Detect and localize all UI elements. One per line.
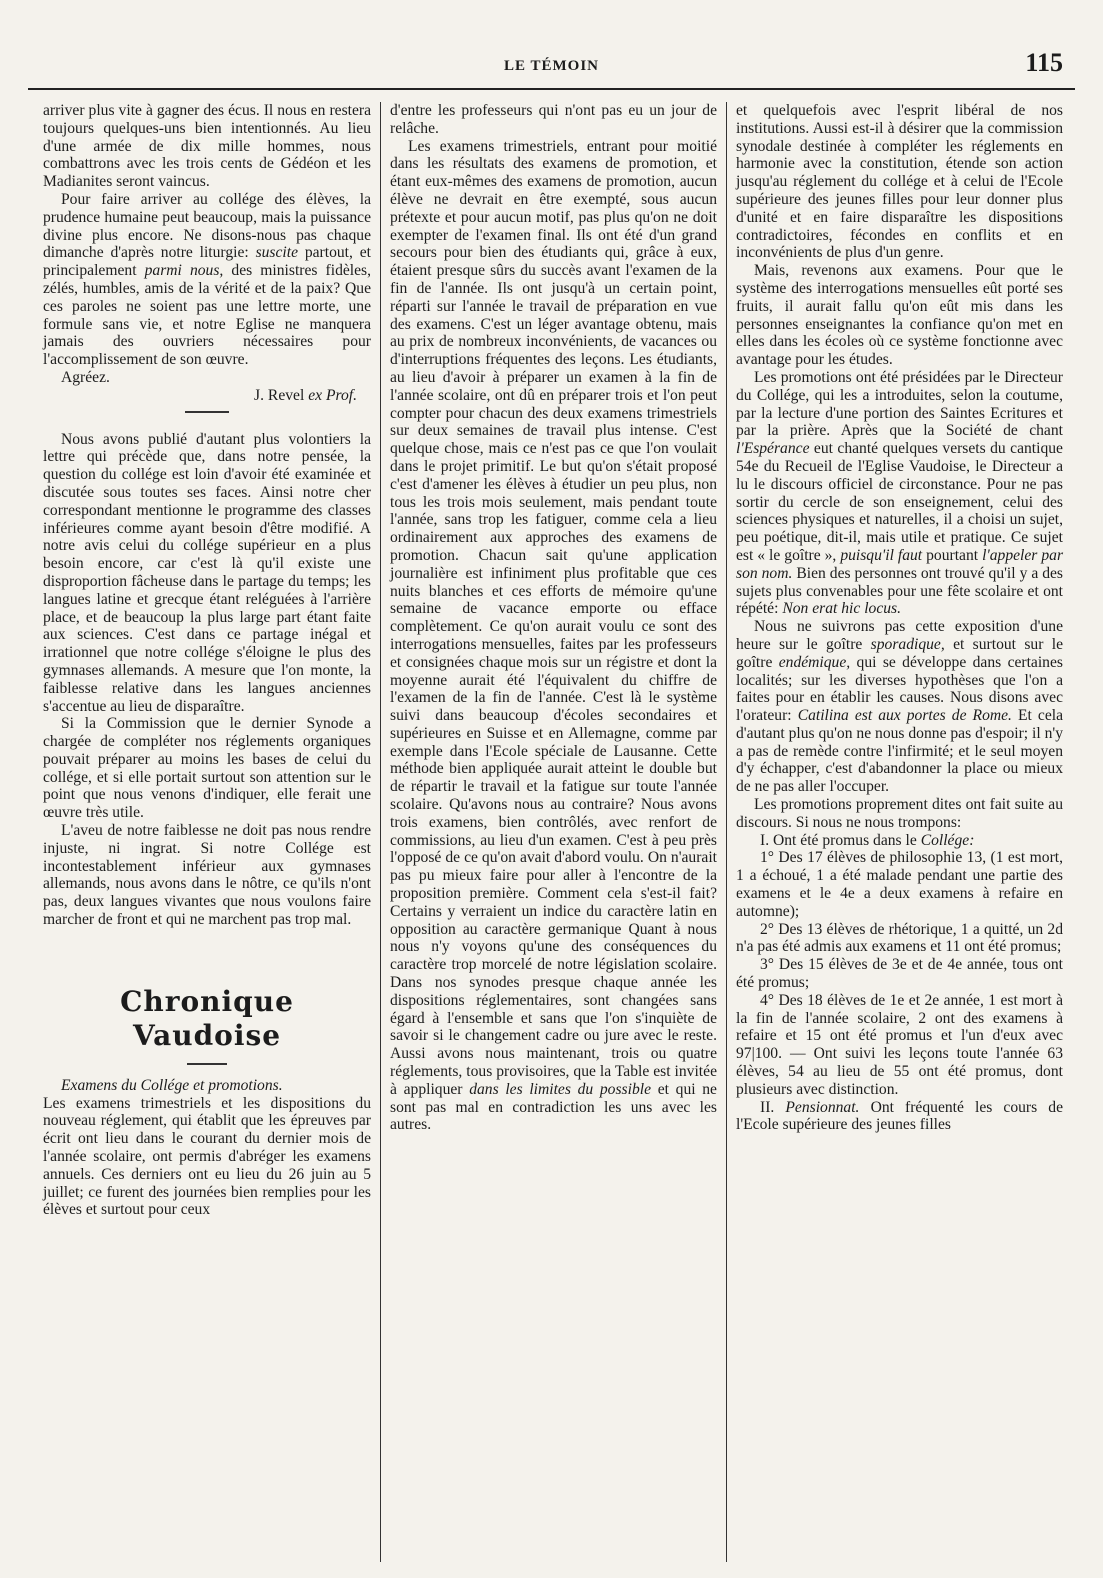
paragraph: Les examens trimestriels et les dispositions du nouveau réglement, qui établit que les épreuves par écrit ont lieu dans le courant du dernier mois de l'année scolaire, ont permis d'abréger les examens annuels. Ces derniers ont eu lieu du 26 juin au 5 juillet; ce furent des journées bien remplies pour les élèves et surtout pour ceux — [43, 1094, 371, 1219]
italic-run: l'Espérance — [736, 440, 810, 458]
text-run: Pour faire arriver au collége des élèves, la prudence humaine peut beaucoup, mais la puissance divine plus encore. Ne disons-nous pas chaque dimanche d'après notre liturgie: — [43, 190, 371, 262]
subheading — [43, 1077, 371, 1095]
italic-run: l'appeler par son nom. — [736, 546, 1064, 582]
paragraph: Les promotions proprement dites ont fait suite au discours. Si nous ne nous trompons: — [736, 796, 1063, 831]
text-run: partout, et principalement — [43, 244, 371, 280]
text-run: Les examens trimestriels, entrant pour moitié dans les résultats des examens de promotion, et étant eux-mêmes des examens de promotion, aucun élève ne devrait en être exempté, sous aucun prétexte et pour aucun motif, pas plus qu'on ne doit exempter de l'examen final. Ils ont été d'un grand secours pour bien des étudiants qui, grâce à eux, étaient presque sûrs du succès avant l'examen de la fin de l'année. Ils ont jusqu'à un certain point, réparti sur l'année le travail de préparation en vue des examens. C'est un léger avantage obtenu, mais au prix de nombreux inconvénients, de vacances ou d'interruptions fréquentes des leçons. Les étudiants, au lieu d'avoir à préparer un examen à la fin de l'année scolaire, ont dû en préparer trois et l'on peut compter pour chacun des deux examens trimestriels sur deux semaines de travail plus intense. C'est quelque chose, mais ce n'est pas ce que l'on voulait dans le projet primitif. Le but qu'on s'était proposé c'est d'amener les élèves à étudier un peu plus, non tous les trois mois seulement, mais pendant toute l'année, sans trop les fatiguer, comme cela a lieu ordinairement aux approches des examens de promotion. Chacun sait qu'une application journalière est infiniment plus profitable que ces nuits blanches et ces efforts de mémoire qu'une semaine de vacance emporte ou efface complètement. Ce qu'on aurait voulu ce sont des interrogations mensuelles, faites par les professeurs et consignées chaque mois sur un régistre et dont la moyenne aurait été l'équivalent du chiffre de l'examen de la fin de l'année. C'est là le système suivi dans beaucoup d'écoles secondaires et supérieures en Suisse et en Allemagne, comme par exemple dans l'Ecole spéciale de Lausanne. Cette méthode bien appliquée aurait atteint le double but de répartir le travail et la fatigue sur toute l'année scolaire. Qu'avons nous au contraire? Nous avons trois examens, bien contrôlés, avec renfort de commissions, au lieu d'un examen. C'est à peu près l'opposé de ce qu'on avait d'abord voulu. On n'aurait pas pu mieux faire pour aller à l'encontre de la proposition première. Comment cela s'est-il fait? Certains y verraient un indice du caractère latin en opposition au caractère germanique Quant à nous nous n'y voyons qu'une des conséquences du caractère trop morcelé de notre législation scolaire. Dans nos synodes presque chaque année les dispositions réglementaires, sont changées sans égard à l'ensemble et sans que l'on s'inquiète de savoir si le changement cadre ou jure avec le reste. Aussi avons nous maintenant, trois ou quatre réglements, tous provisoires, que la Table est invitée à appliquer — [390, 137, 717, 1098]
italic-run: Catilina est aux portes de Rome. — [797, 707, 1012, 725]
paragraph: arriver plus vite à gagner des écus. Il nous en restera toujours quelques-uns bien intentionnés. Au lieu d'une armée de dix mille hommes, nous combattrons avec les trois cents de Gédéon et les Madianites seront vaincus. — [43, 102, 371, 191]
list-item — [736, 832, 1063, 850]
italic-run: suscite — [255, 244, 299, 262]
paragraph: Si la Commission que le dernier Synode a chargée de compléter nos réglements organiques pouvait préparer au moins les bases de celui du collége, et si elle portait surtout son attention sur le point que nous venons d'indiquer, elle ferait une œuvre très utile. — [43, 715, 371, 822]
signature-name: J. Revel — [254, 386, 305, 404]
italic-run: Collége: — [920, 831, 975, 849]
paragraph: Nous avons publié d'autant plus volontiers la lettre qui précède que, dans notre pensée, la question du collége est loin d'avoir été examinée et discutée sous toutes ses faces. Ainsi notre cher correspondant mentionne le programme des classes inférieures comme ayant besoin d'être modifié. A notre avis celui du collége supérieur en a plus besoin encore, car c'est là qu'il existe une disproportion fâcheuse dans le partage du temps; les langues latine et grecque étant reléguées à l'arrière place, et de beaucoup la plus large part étant faite aux sciences. C'est dans ce partage inégal et irrationnel que notre collége s'éloigne le plus des gymnases allemands. A mesure que l'on monte, la faiblesse relative dans les langues anciennes s'accentue au lieu de disparaître. — [43, 430, 371, 715]
text-columns — [34, 102, 1074, 1562]
column-2 — [380, 102, 726, 1562]
section-title: Chronique Vaudoise — [120, 984, 294, 1052]
text-run: Nous ne suivrons pas cette exposition d'une heure sur le goître — [736, 618, 1063, 653]
paragraph — [736, 618, 1063, 796]
text-run: eut chanté quelques versets du cantique 54e du Recueil de l'Eglise Vaudoise, le Directeur a lu le discours officiel de circonstance. Pour ne pas sortir du cercle de son enseignement, celui des sciences physiques et naturelles, il a choisi un sujet, peu poétique, dit-il, mais utile et pratique. Ce sujet est « le goître », — [736, 440, 1063, 564]
text-run: Et cela d'autant plus qu'on ne nous donne pas d'espoir; il n'y a pas de remède contre l'infirmité; et le seul moyen d'y échapper, c'est d'abandonner la place ou mieux de ne pas aller l'occuper. — [736, 707, 1063, 796]
text-run: I. Ont été promus dans le — [760, 831, 917, 849]
subheading-text: Examens du Collége et promotions. — [61, 1076, 283, 1094]
text-run: II. — [760, 1098, 775, 1116]
paragraph: Mais, revenons aux examens. Pour que le système des interrogations mensuelles eût porté ses fruits, il aurait fallu qu'on eût mis dans les personnes enseignantes la confiance qu'on met en elles dans les écoles où ce système fonctionne avec avantage pour les études. — [736, 262, 1063, 369]
italic-run: parmi nous, — [144, 262, 224, 280]
text-run: pourtant — [926, 546, 979, 564]
paragraph: Agréez. — [61, 368, 110, 386]
column-1 — [34, 102, 380, 1562]
page-header — [40, 48, 1063, 80]
text-run: des ministres fidèles, zélés, humbles, amis de la vérité et de la paix? Que ces paroles ne soient pas une lettre morte, une formule sans vie, et notre Eglise ne manquera jamais des ouvriers nécessaires pour l'accomplissement de son œuvre. — [43, 262, 372, 369]
signature — [43, 387, 371, 405]
list-item: 1° Des 17 élèves de philosophie 13, (1 est mort, 1 a échoué, 1 a été malade pendant une partie des examens et le 4e a deux examens à refaire en automne); — [736, 849, 1063, 920]
text-run: Les promotions ont été présidées par le Directeur du Collége, qui les a introduites, selon la coutume, par la lecture d'une portion des Saintes Ecritures et par la prière. Après que la Société de chant — [736, 368, 1063, 440]
promotion-list — [736, 832, 1063, 1135]
column-3 — [726, 102, 1072, 1562]
italic-run: dans les limites du possible — [469, 1080, 652, 1098]
separator-rule — [185, 411, 229, 413]
paragraph: et quelquefois avec l'esprit libéral de nos institutions. Aussi est-il à désirer que la commission synodale destinée à compléter les réglements en harmonie avec la constitution, étende son action jusqu'au réglement du collége et à celui de l'Ecole supérieure des jeunes filles pour leur donner plus d'unité et en faire disparaître les dispositions contradictoires, fécondes en conflits et en inconvénients de plus d'un genre. — [736, 102, 1063, 262]
list-item: 4° Des 18 élèves de 1e et 2e année, 1 est mort à la fin de l'année scolaire, 2 ont des examens à refaire et 15 ont été promus et l'un d'eux avec 97|100. — Ont suivi les leçons toute l'année 63 élèves, 54 au lieu de 55 ont été promus, dont plusieurs avec distinction. — [736, 991, 1063, 1098]
list-item: 2° Des 13 élèves de rhétorique, 1 a quitté, un 2d n'a pas été admis aux examens et 11 ont été promus; — [736, 920, 1063, 956]
text-run: et surtout sur le goître — [736, 635, 1063, 671]
paragraph — [390, 138, 717, 1135]
italic-run: sporadique, — [870, 635, 945, 653]
italic-run: puisqu'il faut — [840, 546, 923, 564]
text-run: qui se développe dans certaines localités; sur les diverses hypothèses que l'on a faites pour en établir les causes. Nous disons avec l'orateur: — [736, 653, 1063, 725]
text-run: et qui ne sont pas mal en contradiction les uns avec les autres. — [390, 1080, 717, 1134]
paragraph — [43, 191, 371, 369]
paragraph — [736, 369, 1063, 618]
header-rule — [28, 88, 1075, 90]
page-number: 115 — [1025, 48, 1063, 77]
paragraph: d'entre les professeurs qui n'ont pas eu un jour de relâche. — [390, 102, 717, 137]
italic-run: Non erat hic locus. — [782, 600, 902, 618]
list-item — [736, 1099, 1063, 1135]
paragraph: L'aveu de notre faiblesse ne doit pas nous rendre injuste, ni ingrat. Si notre Collége est incontestablement inférieur aux gymnases allemands, nous avons dans le nôtre, ce qu'ils n'ont pas, deux langues vivantes que nous voulons faire marcher de front et qui ne marchent pas trop mal. — [43, 822, 371, 929]
italic-run: endémique, — [778, 653, 851, 671]
italic-run: Pensionnat. — [785, 1098, 860, 1116]
text-run: Bien des personnes ont trouvé qu'il y a des sujets plus convenables pour une fête scolaire et ont répété: — [736, 564, 1063, 618]
list-item: 3° Des 15 élèves de 3e et de 4e année, tous ont été promus; — [736, 956, 1063, 992]
running-title: LE TÉMOIN — [504, 58, 599, 74]
signature-title: ex Prof. — [308, 386, 357, 404]
separator-rule — [187, 1063, 227, 1065]
text-run: Ont fréquenté les cours de l'Ecole supérieure des jeunes filles — [736, 1098, 1063, 1134]
